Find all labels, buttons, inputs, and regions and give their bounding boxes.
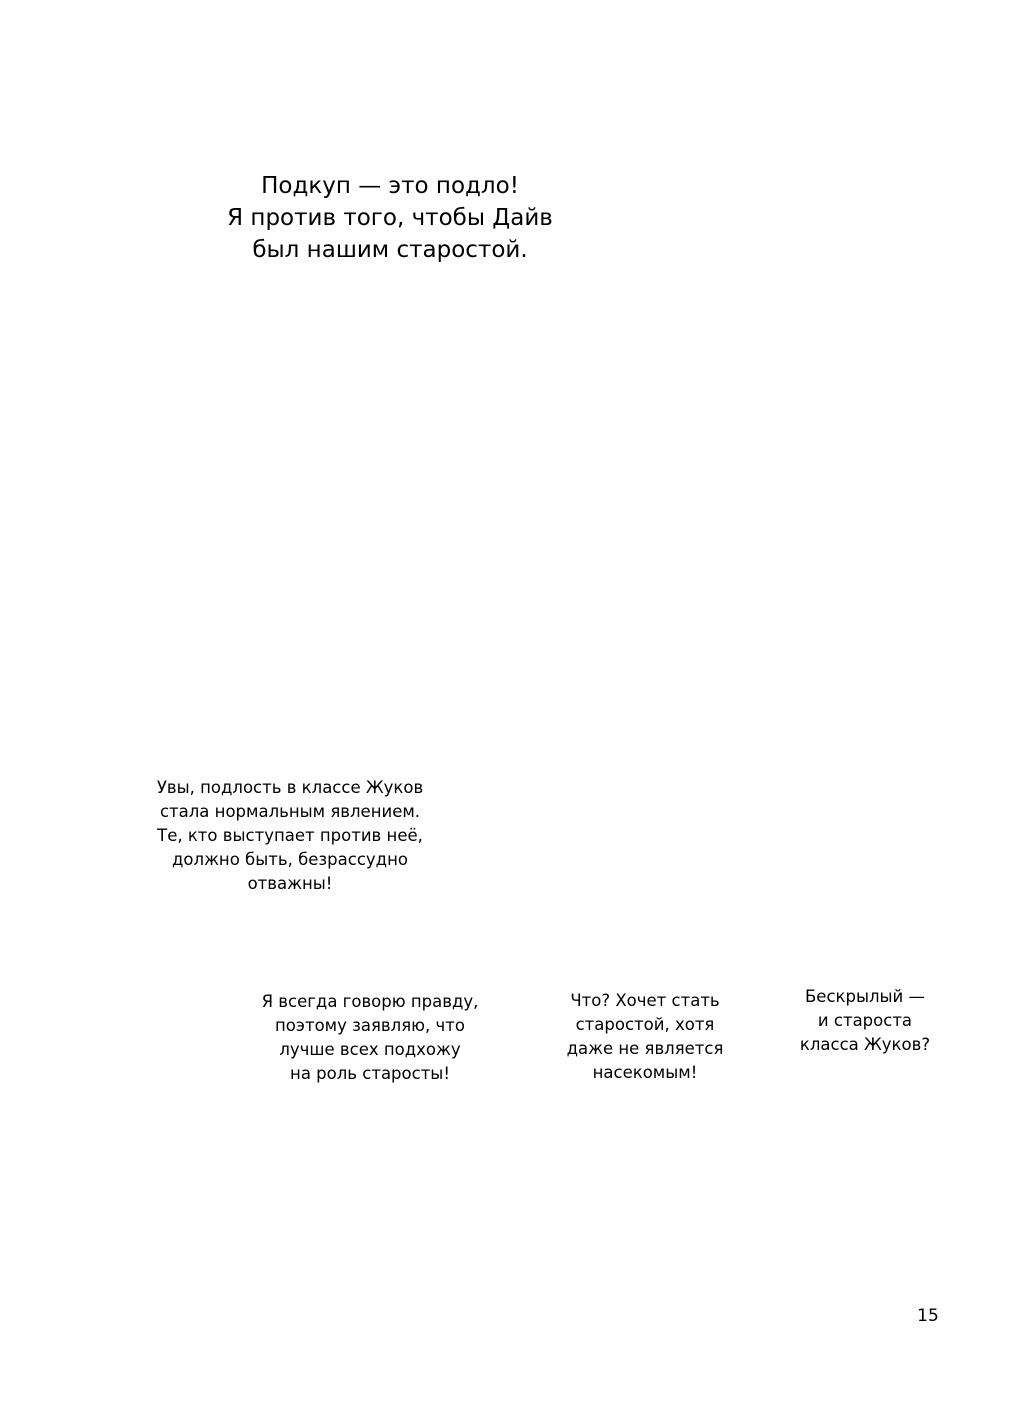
text-block-truth [220,990,520,1086]
text-line: класса Жуков? [799,1035,931,1054]
text-line: насекомым! [592,1063,698,1082]
text-line: на роль старосты! [290,1064,450,1083]
text-block-meanness [110,776,470,896]
text-line: Что? Хочет стать [570,991,720,1010]
text-block-wingless [770,985,960,1057]
text-line: Бескрылый — [804,987,926,1006]
text-line: стала нормальным явлением. [159,802,421,821]
text-line: поэтому заявляю, что [275,1016,465,1035]
page-number: 15 [917,1306,939,1326]
text-line: Те, кто выступает против неё, [157,826,423,845]
text-line: лучше всех подхожу [279,1040,461,1059]
text-line: Подкуп — это подло! [261,173,519,199]
text-block-not-insect [530,989,760,1085]
text-line: был нашим старостой. [252,237,528,263]
text-line: отважны! [247,874,333,893]
text-line: даже не является [566,1039,724,1058]
text-line: и староста [817,1011,913,1030]
text-line: Увы, подлость в классе Жуков [156,778,424,797]
text-line: Я всегда говорю правду, [261,992,479,1011]
text-block-bribery [170,170,610,266]
text-line: должно быть, безрассудно [172,850,408,869]
text-line: старостой, хотя [575,1015,715,1034]
text-line: Я против того, чтобы Дайв [227,205,553,231]
